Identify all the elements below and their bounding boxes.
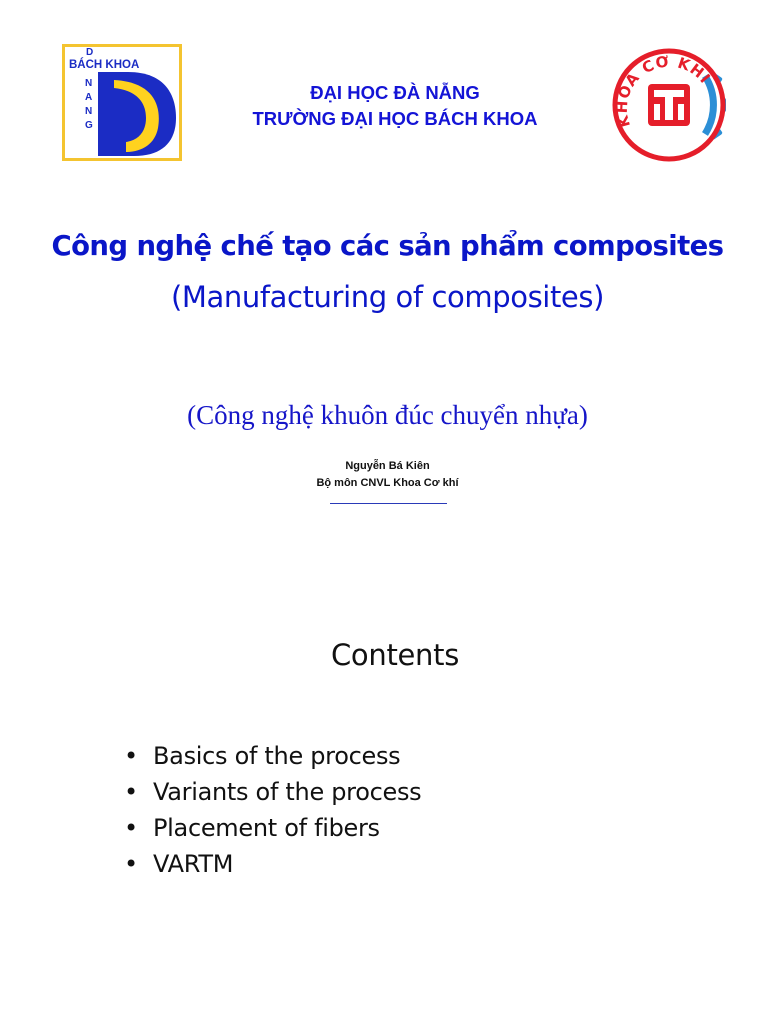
svg-text:KHOA CƠ KHÍ: KHOA CƠ KHÍ: [612, 52, 715, 130]
svg-text:BÁCH KHOA: BÁCH KHOA: [69, 59, 140, 71]
svg-text:N: N: [85, 78, 93, 89]
list-item: [124, 810, 421, 846]
university-line-1: ĐẠI HỌC ĐÀ NẴNG: [310, 82, 480, 103]
bullet-icon: •: [124, 814, 138, 842]
list-item-text: Variants of the process: [153, 778, 422, 806]
svg-text:D: D: [86, 47, 94, 58]
svg-text:A: A: [85, 92, 93, 103]
author-name: Nguyễn Bá Kiên: [345, 460, 430, 472]
document-subtitle: (Công nghệ khuôn đúc chuyển nhựa): [187, 400, 588, 430]
list-item: [124, 846, 421, 882]
document-title: Công nghệ chế tạo các sản phẩm composites: [51, 230, 724, 262]
divider-line: [330, 503, 447, 504]
list-item-text: VARTM: [153, 850, 234, 878]
svg-text:N: N: [85, 106, 93, 117]
list-item-text: Basics of the process: [153, 742, 401, 770]
contents-heading: Contents: [330, 638, 460, 672]
bullet-icon: •: [124, 850, 138, 878]
bullet-icon: •: [124, 742, 138, 770]
khoa-co-khi-logo: [610, 46, 728, 164]
list-item: [124, 774, 421, 810]
author-department: Bộ môn CNVL Khoa Cơ khí: [316, 477, 459, 489]
bach-khoa-logo: [62, 44, 182, 161]
list-item: [124, 738, 421, 774]
bullet-icon: •: [124, 778, 138, 806]
list-item-text: Placement of fibers: [153, 814, 380, 842]
university-line-2: TRƯỜNG ĐẠI HỌC BÁCH KHOA: [252, 108, 538, 129]
svg-text:G: G: [85, 120, 93, 131]
contents-list: [124, 738, 421, 882]
document-title-english: (Manufacturing of composites): [171, 280, 604, 314]
university-name: [190, 80, 600, 132]
author-block: [0, 458, 768, 492]
